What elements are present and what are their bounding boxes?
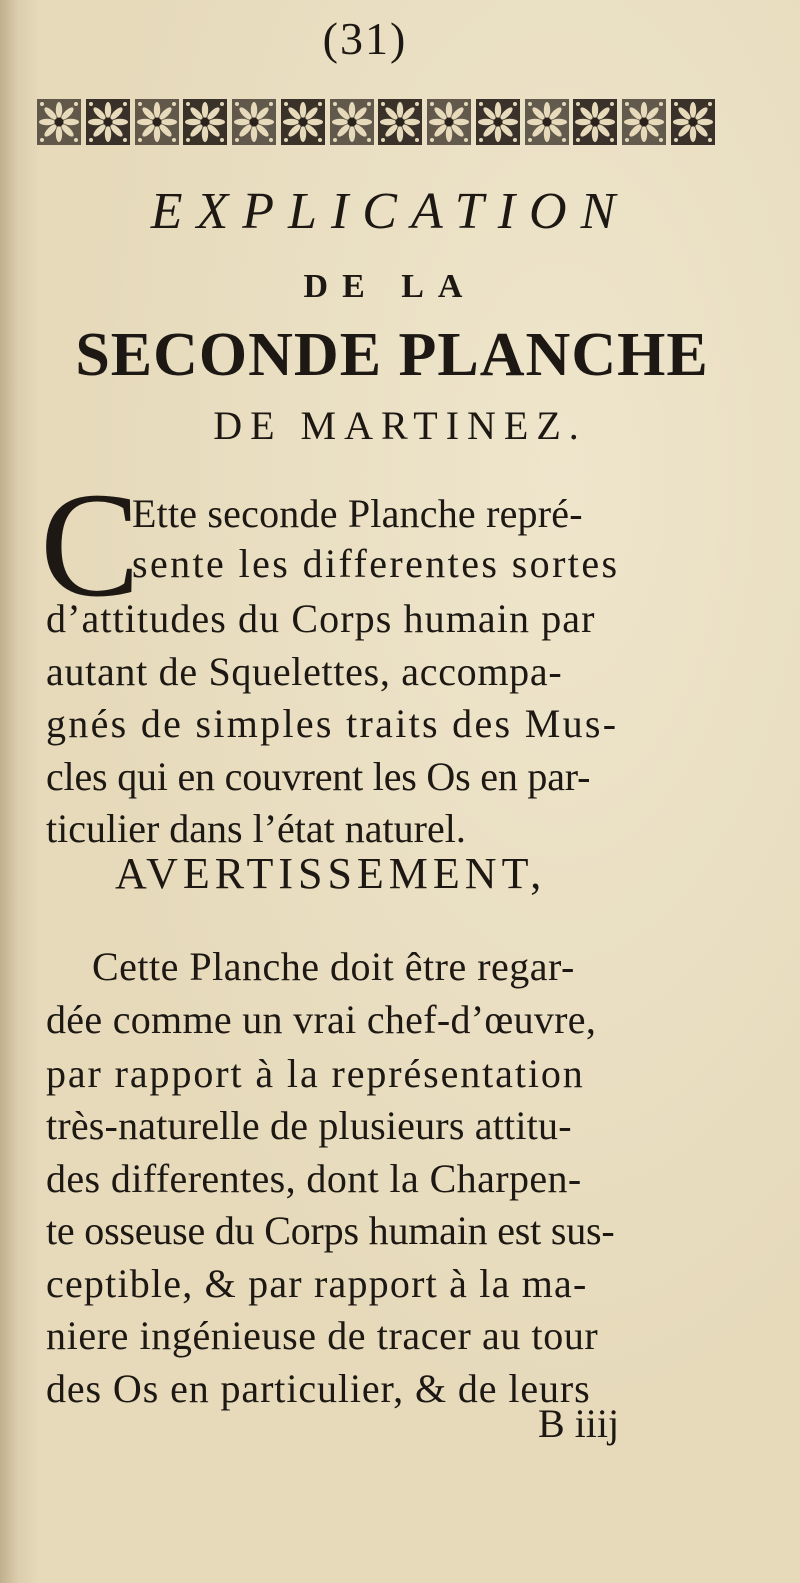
paragraph1-line: sente les differentes sortes: [132, 541, 620, 586]
page-number: (31): [322, 13, 408, 64]
paragraph2-line: Cette Planche doit être regar-: [92, 944, 575, 989]
paragraph1-line: gnés de simples traits des Mus-: [46, 701, 619, 746]
floral-ornament-icon: [572, 96, 618, 148]
paragraph2-line: ceptible, & par rapport à la ma-: [46, 1261, 588, 1306]
paragraph2-line: te osseuse du Corps humain est sus-: [46, 1208, 615, 1253]
title-explication: EXPLICATION: [150, 183, 630, 240]
title-de-la: DE LA: [303, 268, 477, 305]
paragraph1-line: Ette seconde Planche repré-: [132, 491, 583, 536]
floral-ornament-icon: [231, 96, 277, 148]
signature-mark: B iiij: [538, 1401, 620, 1446]
paragraph1-line: ticulier dans l’état naturel.: [46, 806, 466, 851]
floral-ornament-icon: [475, 96, 521, 148]
ornament-band: [36, 92, 716, 152]
floral-ornament-icon: [134, 96, 180, 148]
floral-ornament-icon: [670, 96, 716, 148]
floral-ornament-icon: [329, 96, 375, 148]
paragraph1-line: cles qui en couvrent les Os en par-: [46, 754, 591, 799]
paragraph1-line: autant de Squelettes, accompa-: [46, 649, 563, 694]
floral-ornament-icon: [524, 96, 570, 148]
floral-ornament-icon: [280, 96, 326, 148]
floral-ornament-icon: [377, 96, 423, 148]
title-de-martinez: DE MARTINEZ.: [213, 403, 587, 448]
floral-ornament-icon: [36, 96, 82, 148]
floral-ornament-icon: [426, 96, 472, 148]
title-seconde-planche: SECONDE PLANCHE: [75, 321, 709, 389]
paragraph2-line: dée comme un vrai chef-d’œuvre,: [46, 997, 597, 1042]
drop-cap: C: [40, 462, 141, 628]
paragraph1-line: d’attitudes du Corps humain par: [46, 596, 596, 641]
paragraph2-line: niere ingénieuse de tracer au tour: [46, 1313, 599, 1358]
paragraph2-line: des Os en particulier, & de leurs: [46, 1366, 591, 1411]
paragraph2-line: par rapport à la représentation: [46, 1051, 585, 1096]
paragraph2-line: très-naturelle de plusieurs attitu-: [46, 1103, 572, 1148]
floral-ornament-icon: [182, 96, 228, 148]
paragraph2-line: des differentes, dont la Charpen-: [46, 1156, 582, 1201]
floral-ornament-icon: [621, 96, 667, 148]
heading-avertissement: AVERTISSEMENT,: [115, 849, 547, 898]
floral-ornament-icon: [85, 96, 131, 148]
